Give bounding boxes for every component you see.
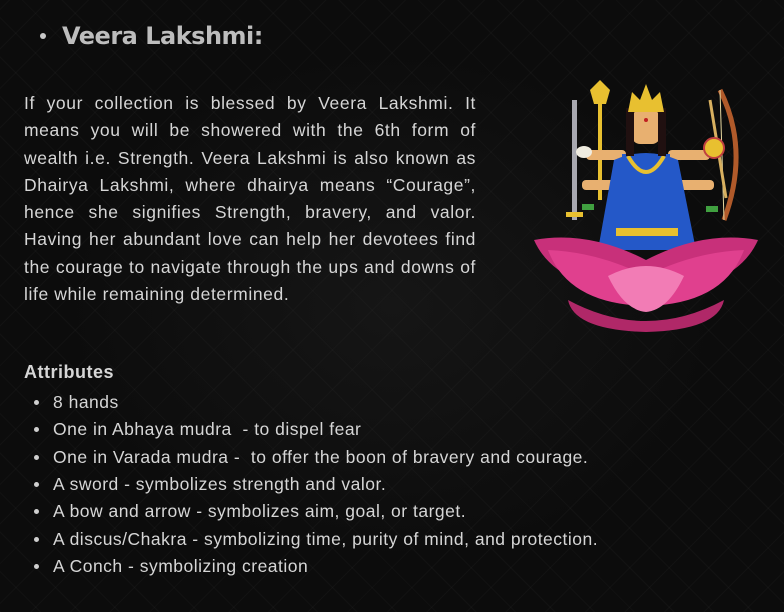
sword-hilt-icon xyxy=(566,212,583,217)
conch-icon xyxy=(576,146,592,158)
hair-icon xyxy=(658,108,666,156)
list-item xyxy=(34,498,598,525)
list-item-text: A Conch - symbolizing creation xyxy=(53,555,309,576)
face-icon xyxy=(632,110,660,144)
bullet-icon xyxy=(34,427,39,432)
list-item-text: A bow and arrow - symbolizes aim, goal, or target. xyxy=(53,501,467,522)
intro-paragraph: If your collection is blessed by Veera Lakshmi. It means you will be showered with the 6th form of wealth i.e. Strength. Veera Lakshmi is also known as Dhairya Lakshmi, where dhairya means “Courage”, hence she signifies Strength, bravery, and valor. Having her abundant love can help her devotees find the courage to navigate through the ups and downs of life while remaining determined. xyxy=(24,93,476,305)
list-item-text: A discus/Chakra - symbolizing time, purity of mind, and protection. xyxy=(53,528,599,549)
list-item xyxy=(34,553,598,580)
bangle-icon xyxy=(582,204,594,210)
belt-icon xyxy=(616,228,678,236)
section-heading xyxy=(40,22,263,50)
bullet-icon xyxy=(34,537,39,542)
list-item xyxy=(34,471,598,498)
bullet-icon xyxy=(34,455,39,460)
list-item-text: One in Abhaya mudra - to dispel fear xyxy=(53,419,362,440)
list-item xyxy=(34,525,598,552)
crown-icon xyxy=(628,84,664,112)
lotus-center-petal-icon xyxy=(608,266,684,312)
list-item xyxy=(34,389,598,416)
list-item-text: A sword - symbolizes strength and valor. xyxy=(53,474,387,495)
list-item-text: One in Varada mudra - to offer the boon of bravery and courage. xyxy=(53,446,589,467)
page-title: Veera Lakshmi: xyxy=(62,22,263,50)
attributes-list xyxy=(34,389,598,580)
bullet-icon xyxy=(34,509,39,514)
list-item xyxy=(34,444,598,471)
bindi-icon xyxy=(644,118,648,122)
bullet-icon xyxy=(34,482,39,487)
bullet-icon xyxy=(34,400,39,405)
list-item xyxy=(34,416,598,443)
attributes-title: Attributes xyxy=(24,362,114,382)
hair-icon xyxy=(626,108,634,156)
bullet-icon xyxy=(34,564,39,569)
sword-icon xyxy=(572,100,577,220)
list-item-text: 8 hands xyxy=(53,392,119,413)
heading-bullet-icon xyxy=(40,33,46,39)
bangle-icon xyxy=(706,206,718,212)
veera-lakshmi-illustration xyxy=(528,80,764,334)
chakra-icon xyxy=(704,138,724,158)
trident-head-icon xyxy=(590,80,610,104)
